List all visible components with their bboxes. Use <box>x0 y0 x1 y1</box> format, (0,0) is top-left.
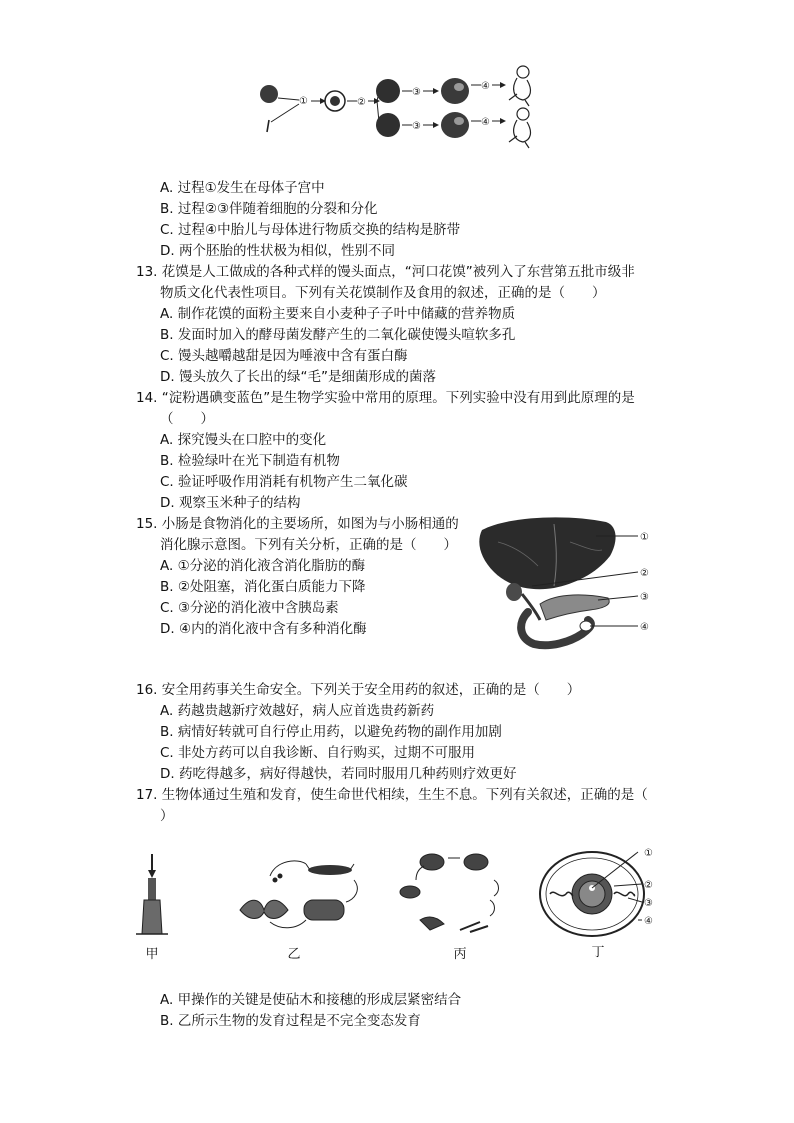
process-mark-1: ① <box>299 96 308 107</box>
q15-option-b: B. ②处阻塞，消化蛋白质能力下降 <box>160 579 366 595</box>
q13-stem-line-2: 物质文化代表性项目。下列有关花馍制作及食用的叙述，正确的是（ ） <box>160 285 606 301</box>
process-mark-4b: ④ <box>481 117 490 128</box>
egg-label-3: ③ <box>644 898 653 909</box>
q14-option-c: C. 验证呼吸作用消耗有机物产生二氧化碳 <box>160 474 408 490</box>
q15-stem-line-1: 15. 小肠是食物消化的主要场所，如图为与小肠相通的 <box>136 516 459 532</box>
q16-option-b: B. 病情好转就可自行停止用药，以避免药物的副作用加剧 <box>160 724 502 740</box>
bird-egg-illustration <box>540 852 644 936</box>
q17-stem-line-1: 17. 生物体通过生殖和发育，使生命世代相续，生生不息。下列有关叙述，正确的是（ <box>136 787 648 803</box>
q14-option-d: D. 观察玉米种子的结构 <box>160 495 301 511</box>
q12-option-c: C. 过程④中胎儿与母体进行物质交换的结构是脐带 <box>160 222 461 238</box>
pancreas <box>540 595 609 620</box>
caption-jia: 甲 <box>145 947 159 962</box>
q16-option-a: A. 药越贵越新疗效越好，病人应首选贵药新药 <box>160 703 435 719</box>
q16-stem: 16. 安全用药事关生命安全。下列关于安全用药的叙述，正确的是（ ） <box>136 682 581 698</box>
process-mark-2: ② <box>357 97 366 108</box>
grafting-illustration <box>136 854 168 934</box>
q15-option-d: D. ④内的消化液中含有多种消化酶 <box>160 621 367 637</box>
caption-ding: 丁 <box>591 945 605 960</box>
q17-option-b: B. 乙所示生物的发育过程是不完全变态发育 <box>160 1013 421 1029</box>
q17-stem-line-2: ） <box>160 808 174 824</box>
cell-cluster-bottom <box>376 113 400 137</box>
egg-cell <box>260 85 278 103</box>
gallbladder <box>506 583 522 601</box>
embryo-bottom <box>441 112 469 138</box>
egg-label-2: ② <box>644 880 653 891</box>
q12-option-d: D. 两个胚胎的性状极为相似，性别不同 <box>160 243 395 259</box>
q14-stem-line-2: （ ） <box>160 411 214 427</box>
egg-label-1: ① <box>644 848 653 859</box>
bile-duct-label: ② <box>640 568 649 579</box>
digestive-gland-figure <box>478 512 663 652</box>
fetus-bottom <box>509 108 530 148</box>
insect-life-cycle-illustration <box>240 861 357 928</box>
embryo-top <box>441 78 469 104</box>
fetus-top <box>509 66 530 106</box>
sperm-cell <box>267 120 269 132</box>
caption-yi: 乙 <box>287 947 301 962</box>
q15-stem-line-2: 消化腺示意图。下列有关分析，正确的是（ ） <box>160 537 457 553</box>
process-mark-3b: ③ <box>412 121 421 132</box>
q16-option-c: C. 非处方药可以自我诊断、自行购买，过期不可服用 <box>160 745 476 761</box>
liver-label: ① <box>640 532 649 543</box>
reproduction-figure <box>130 840 670 970</box>
pancreas-label: ③ <box>640 592 649 603</box>
q13-option-c: C. 馒头越嚼越甜是因为唾液中含有蛋白酶 <box>160 348 408 364</box>
q12-option-a: A. 过程①发生在母体子宫中 <box>160 180 325 196</box>
cell-cluster-top <box>376 79 400 103</box>
duodenum-label: ④ <box>640 622 649 633</box>
q14-option-a: A. 探究馒头在口腔中的变化 <box>160 432 327 448</box>
q14-option-b: B. 检验绿叶在光下制造有机物 <box>160 453 340 469</box>
egg-label-4: ④ <box>644 916 653 927</box>
q13-option-a: A. 制作花馍的面粉主要来自小麦种子子叶中储藏的营养物质 <box>160 306 516 322</box>
q13-option-b: B. 发面时加入的酵母菌发酵产生的二氧化碳使馒头喧软多孔 <box>160 327 516 343</box>
q12-option-b: B. 过程②③伴随着细胞的分裂和分化 <box>160 201 378 217</box>
frog-life-cycle-illustration <box>400 854 499 932</box>
embryo-development-figure <box>255 58 545 158</box>
q15-option-a: A. ①分泌的消化液含消化脂肪的酶 <box>160 558 366 574</box>
q14-stem-line-1: 14. “淀粉遇碘变蓝色”是生物学实验中常用的原理。下列实验中没有用到此原理的是 <box>136 390 635 406</box>
q13-stem-line-1: 13. 花馍是人工做成的各种式样的馒头面点，“河口花馍”被列入了东营第五批市级非 <box>136 264 635 280</box>
caption-bing: 丙 <box>453 947 467 962</box>
q13-option-d: D. 馒头放久了长出的绿“毛”是细菌形成的菌落 <box>160 369 436 385</box>
process-mark-3a: ③ <box>412 87 421 98</box>
liver <box>479 517 615 589</box>
q16-option-d: D. 药吃得越多，病好得越快，若同时服用几种药则疗效更好 <box>160 766 517 782</box>
q15-option-c: C. ③分泌的消化液中含胰岛素 <box>160 600 339 616</box>
q17-option-a: A. 甲操作的关键是使砧木和接穗的形成层紧密结合 <box>160 992 462 1008</box>
process-mark-4a: ④ <box>481 81 490 92</box>
